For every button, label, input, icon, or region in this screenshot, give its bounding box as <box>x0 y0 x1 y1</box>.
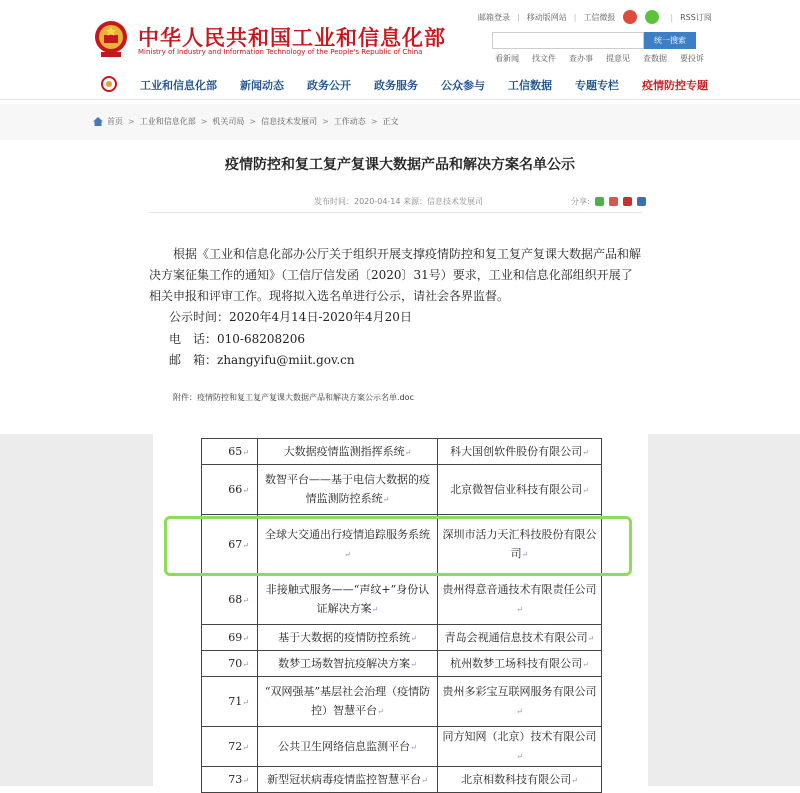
share-weibo-icon[interactable] <box>609 197 618 206</box>
nav-item-topics[interactable]: 专题专栏 <box>575 79 619 92</box>
product-name: 全球大交通出行疫情追踪服务系统 <box>265 528 430 541</box>
nav-item-news[interactable]: 新闻动态 <box>240 79 284 92</box>
article-paragraph: 根据《工业和信息化部办公厅关于组织开展支撑疫情防控和复工复产复课大数据产品和解决方案征集工作的通知》（工信厅信发函〔2020〕31号）要求，工业和信息化部组织开展了相关申报和评审工作。现将拟入选名单进行公示，请社会各界监督。 <box>149 247 642 303</box>
company-name: 北京相数科技有限公司 <box>461 772 572 786</box>
row-number: 70 <box>228 656 243 670</box>
company-name: 青岛会视通信息技术有限公司 <box>444 630 588 644</box>
quick-link-services[interactable]: 查办事 <box>569 54 593 63</box>
table-row: 72↵ 公共卫生网络信息监测平台↵ 同方知网（北京）技术有限公司↵ <box>202 727 602 767</box>
publicity-period: 公示时间：2020年4月14日-2020年4月20日 <box>169 310 412 324</box>
product-name: “双网强基”基层社会治理（疫情防控）智慧平台 <box>264 685 431 717</box>
contact-email: 邮 箱：zhangyifu@miit.gov.cn <box>169 353 355 367</box>
mobile-site-link[interactable]: 移动版网站 <box>526 12 567 22</box>
product-name: 公共卫生网络信息监测平台 <box>278 739 411 753</box>
search-input[interactable] <box>492 32 644 49</box>
table-row: 66↵ 数智平台——基于电信大数据的疫情监测防控系统↵ 北京微智信业科技有限公司↵ <box>202 465 602 515</box>
company-name: 同方知网（北京）技术有限公司 <box>442 730 597 743</box>
share-wechat-icon[interactable] <box>595 197 604 206</box>
row-number: 65 <box>228 444 243 458</box>
nav-item-ministry[interactable]: 工业和信息化部 <box>140 79 217 92</box>
site-title[interactable]: 中华人民共和国工业和信息化部 <box>138 26 446 50</box>
highlight-box <box>164 516 632 576</box>
quick-link-files[interactable]: 找文件 <box>532 54 556 63</box>
breadcrumb-home[interactable]: 首页 <box>107 117 123 126</box>
nav-item-public-affairs[interactable]: 政务公开 <box>307 79 351 92</box>
breadcrumb-work-news[interactable]: 工作动态 <box>333 117 366 126</box>
table-row: 71↵ “双网强基”基层社会治理（疫情防控）智慧平台↵ 贵州多彩宝互联网服务有限公司↵ <box>202 677 602 727</box>
company-name: 贵州多彩宝互联网服务有限公司 <box>442 685 597 698</box>
nav-divider <box>0 99 800 100</box>
nav-item-epidemic[interactable]: 疫情防控专题 <box>642 79 708 92</box>
breadcrumb-current: 正文 <box>382 117 399 126</box>
quick-links <box>495 53 704 64</box>
attachment-link[interactable]: 附件：疫情防控和复工复产复课大数据产品和解决方案公示名单.doc <box>173 393 414 402</box>
article-divider <box>149 212 642 213</box>
breadcrumb-ministry[interactable]: 工业和信息化部 <box>139 117 196 126</box>
breadcrumb-it-dept[interactable]: 信息技术发展司 <box>261 117 318 126</box>
share-label: 分享: <box>571 197 590 206</box>
main-nav <box>140 77 708 93</box>
wechat-icon[interactable] <box>645 10 659 24</box>
table-row: 73↵ 新型冠状病毒疫情监控智慧平台↵ 北京相数科技有限公司↵ <box>202 767 602 793</box>
table-row: 65↵ 大数据疫情监测指挥系统↵ 科大国创软件股份有限公司↵ <box>202 439 602 465</box>
share-bar <box>571 196 646 207</box>
top-links: 邮箱登录 | 移动版网站 | 工信微报 | RSS订阅 <box>478 10 712 24</box>
article-meta: 发布时间：2020-04-14 来源：信息技术发展司 <box>314 197 484 206</box>
company-name: 贵州得意音通技术有限责任公司 <box>442 583 597 596</box>
mail-login-link[interactable]: 邮箱登录 <box>478 12 510 22</box>
row-number: 69 <box>228 630 243 644</box>
share-qq-icon[interactable] <box>637 197 646 206</box>
product-name: 基于大数据的疫情防控系统 <box>278 630 411 644</box>
product-name: 数梦工场数智抗疫解决方案 <box>278 656 411 670</box>
company-name: 杭州数梦工场科技有限公司 <box>450 656 583 670</box>
nav-item-services[interactable]: 政务服务 <box>374 79 418 92</box>
product-name: 数智平台——基于电信大数据的疫情监测防控系统 <box>265 473 430 505</box>
row-number: 71 <box>228 694 243 708</box>
site-subtitle: Ministry of Industry and Information Technology of the People's Republic of China <box>138 48 423 56</box>
candidate-table <box>201 438 602 793</box>
company-name: 科大国创软件股份有限公司 <box>450 444 583 458</box>
quick-link-data[interactable]: 查数据 <box>643 54 667 63</box>
table-row: 69↵ 基于大数据的疫情防控系统↵ 青岛会视通信息技术有限公司↵ <box>202 625 602 651</box>
company-name: 深圳市活力天汇科技股份有限公司 <box>442 528 597 560</box>
search-button[interactable]: 统一搜索 <box>644 32 696 49</box>
breadcrumb-departments[interactable]: 机关司局 <box>212 117 245 126</box>
row-number: 68 <box>228 592 243 606</box>
rss-link[interactable]: RSS订阅 <box>680 12 712 22</box>
company-name: 北京微智信业科技有限公司 <box>450 482 583 496</box>
product-name: 大数据疫情监测指挥系统 <box>283 444 405 458</box>
quick-link-news[interactable]: 看新闻 <box>495 54 519 63</box>
breadcrumb: 首页 > 工业和信息化部 > 机关司局 > 信息技术发展司 > 工作动态 > 正文 <box>93 116 399 127</box>
nav-item-participation[interactable]: 公众参与 <box>441 79 485 92</box>
contact-phone: 电 话：010-68208206 <box>169 332 306 346</box>
ministry-logo-icon <box>101 76 117 92</box>
row-number: 67 <box>228 537 243 551</box>
wechat-news-link[interactable]: 工信微报 <box>583 12 616 22</box>
row-number: 72 <box>228 739 243 753</box>
quick-link-complaint[interactable]: 要投诉 <box>680 54 704 63</box>
weibo-icon[interactable] <box>623 10 637 24</box>
row-number: 73 <box>228 772 243 786</box>
row-number: 66 <box>228 482 243 496</box>
table-row: 70↵ 数梦工场数智抗疫解决方案↵ 杭州数梦工场科技有限公司↵ <box>202 651 602 677</box>
article-title: 疫情防控和复工复产复课大数据产品和解决方案名单公示 <box>225 157 575 173</box>
national-emblem-icon <box>93 19 129 59</box>
home-icon <box>93 117 103 126</box>
quick-link-feedback[interactable]: 提意见 <box>606 54 630 63</box>
table-row: 68↵ 非接触式服务——“声纹+”身份认证解决方案↵ 贵州得意音通技术有限责任公司↵ <box>202 575 602 625</box>
share-pdf-icon[interactable] <box>623 197 632 206</box>
nav-item-data[interactable]: 工信数据 <box>508 79 552 92</box>
product-name: 新型冠状病毒疫情监控智慧平台 <box>267 772 422 786</box>
table-row-highlighted: 67↵ 全球大交通出行疫情追踪服务系统↵ 深圳市活力天汇科技股份有限公司↵ <box>202 515 602 575</box>
product-name: 非接触式服务——“声纹+”身份认证解决方案 <box>265 583 430 615</box>
